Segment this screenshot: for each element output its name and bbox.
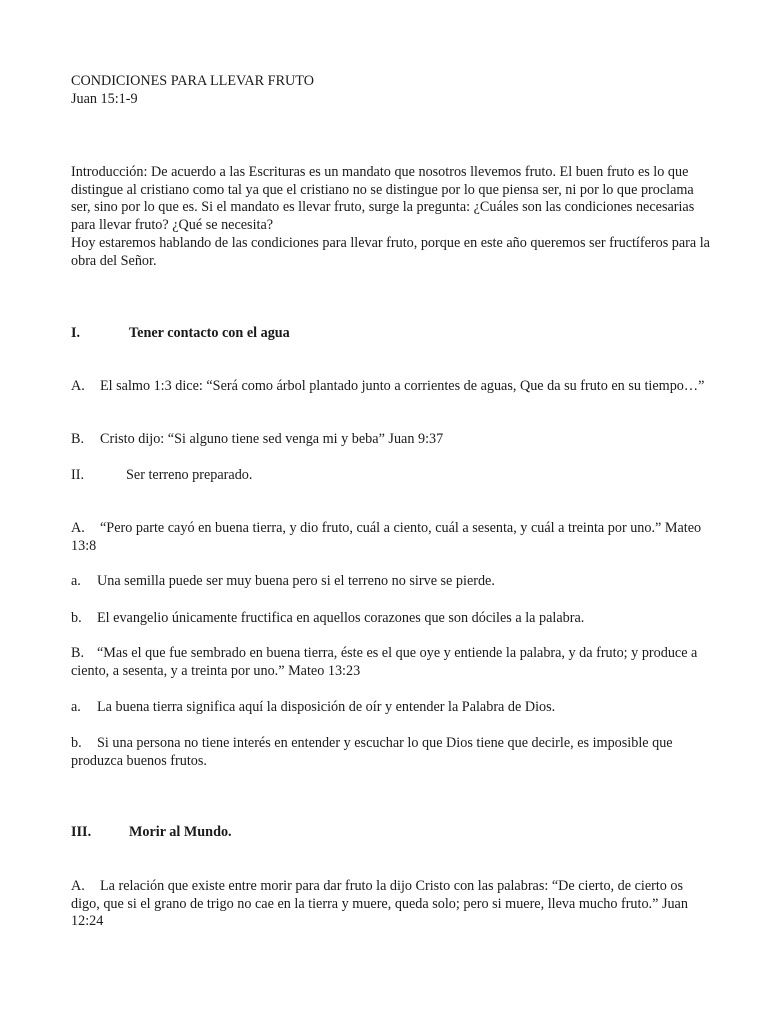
intro-paragraph-2: Hoy estaremos hablando de las condiciones para llevar fruto, porque en este año queremos ser fructíferos para la obra del Señor. bbox=[71, 235, 710, 269]
item-text: Una semilla puede ser muy buena pero si el terreno no sirve se pierde. bbox=[97, 573, 495, 589]
scripture-reference: Juan 15:1-9 bbox=[71, 91, 138, 107]
item-label: A. bbox=[71, 878, 85, 894]
section-3-heading bbox=[71, 824, 711, 842]
section-title: Ser terreno preparado. bbox=[126, 467, 253, 483]
item-label: b. bbox=[71, 735, 82, 751]
section-number: II. bbox=[71, 467, 84, 483]
intro-paragraph: Introducción: De acuerdo a las Escrituras es un mandato que nosotros llevemos fruto. El buen fruto es lo que distingue al cristiano como tal ya que el cristiano no se distingue por lo que piensa ser, ni por lo que proclama ser, sino por lo que es. Si el mandato es llevar fruto, surge la pregunta: ¿Cuáles son las condiciones necesarias para llevar fruto? ¿Qué se necesita? bbox=[71, 164, 695, 233]
item-text: El evangelio únicamente fructifica en aquellos corazones que son dóciles a la palabra. bbox=[97, 610, 585, 626]
section-number: III. bbox=[71, 824, 92, 840]
section-1-item-a bbox=[71, 378, 711, 396]
section-2-heading bbox=[71, 467, 711, 485]
item-text: La buena tierra significa aquí la disposición de oír y entender la Palabra de Dios. bbox=[97, 699, 556, 715]
item-label: a. bbox=[71, 699, 81, 715]
item-text: Si una persona no tiene interés en entender y escuchar lo que Dios tiene que decirle, es imposible que produzca buenos frutos. bbox=[71, 735, 673, 769]
item-label: B. bbox=[71, 431, 85, 447]
section-3-item-a bbox=[71, 878, 711, 931]
section-2-subitem-a bbox=[71, 573, 711, 591]
section-2-item-b bbox=[71, 645, 711, 680]
item-label: B. bbox=[71, 645, 85, 661]
item-text: El salmo 1:3 dice: “Será como árbol plantado junto a corrientes de aguas, Que da su fruto en su tiempo…” bbox=[100, 378, 705, 394]
document-title: CONDICIONES PARA LLEVAR FRUTO bbox=[71, 73, 314, 89]
section-number: I. bbox=[71, 325, 81, 341]
item-label: a. bbox=[71, 573, 81, 589]
item-text: “Mas el que fue sembrado en buena tierra, éste es el que oye y entiende la palabra, y da fruto; y produce a ciento, a sesenta, y a treinta por uno.” Mateo 13:23 bbox=[71, 645, 698, 679]
section-2-subitem-b bbox=[71, 610, 711, 628]
item-label: b. bbox=[71, 610, 82, 626]
section-2-subitem-a bbox=[71, 699, 711, 717]
item-text: “Pero parte cayó en buena tierra, y dio fruto, cuál a ciento, cuál a sesenta, y cuál a treinta por uno.” Mateo 13:8 bbox=[71, 520, 702, 554]
section-1-item-b bbox=[71, 431, 711, 449]
section-2-item-a bbox=[71, 520, 711, 555]
item-text: Cristo dijo: “Si alguno tiene sed venga mi y beba” Juan 9:37 bbox=[100, 431, 444, 447]
item-text: La relación que existe entre morir para dar fruto la dijo Cristo con las palabras: “De cierto, de cierto os digo, que si el grano de trigo no cae en la tierra y muere, queda solo; pero si muere, lleva mucho fruto.” Juan 12:24 bbox=[71, 878, 688, 930]
section-title: Morir al Mundo. bbox=[129, 824, 232, 840]
section-title: Tener contacto con el agua bbox=[129, 325, 290, 341]
item-label: A. bbox=[71, 520, 85, 536]
item-label: A. bbox=[71, 378, 85, 394]
section-1-heading bbox=[71, 325, 711, 343]
section-2-subitem-b bbox=[71, 735, 711, 770]
